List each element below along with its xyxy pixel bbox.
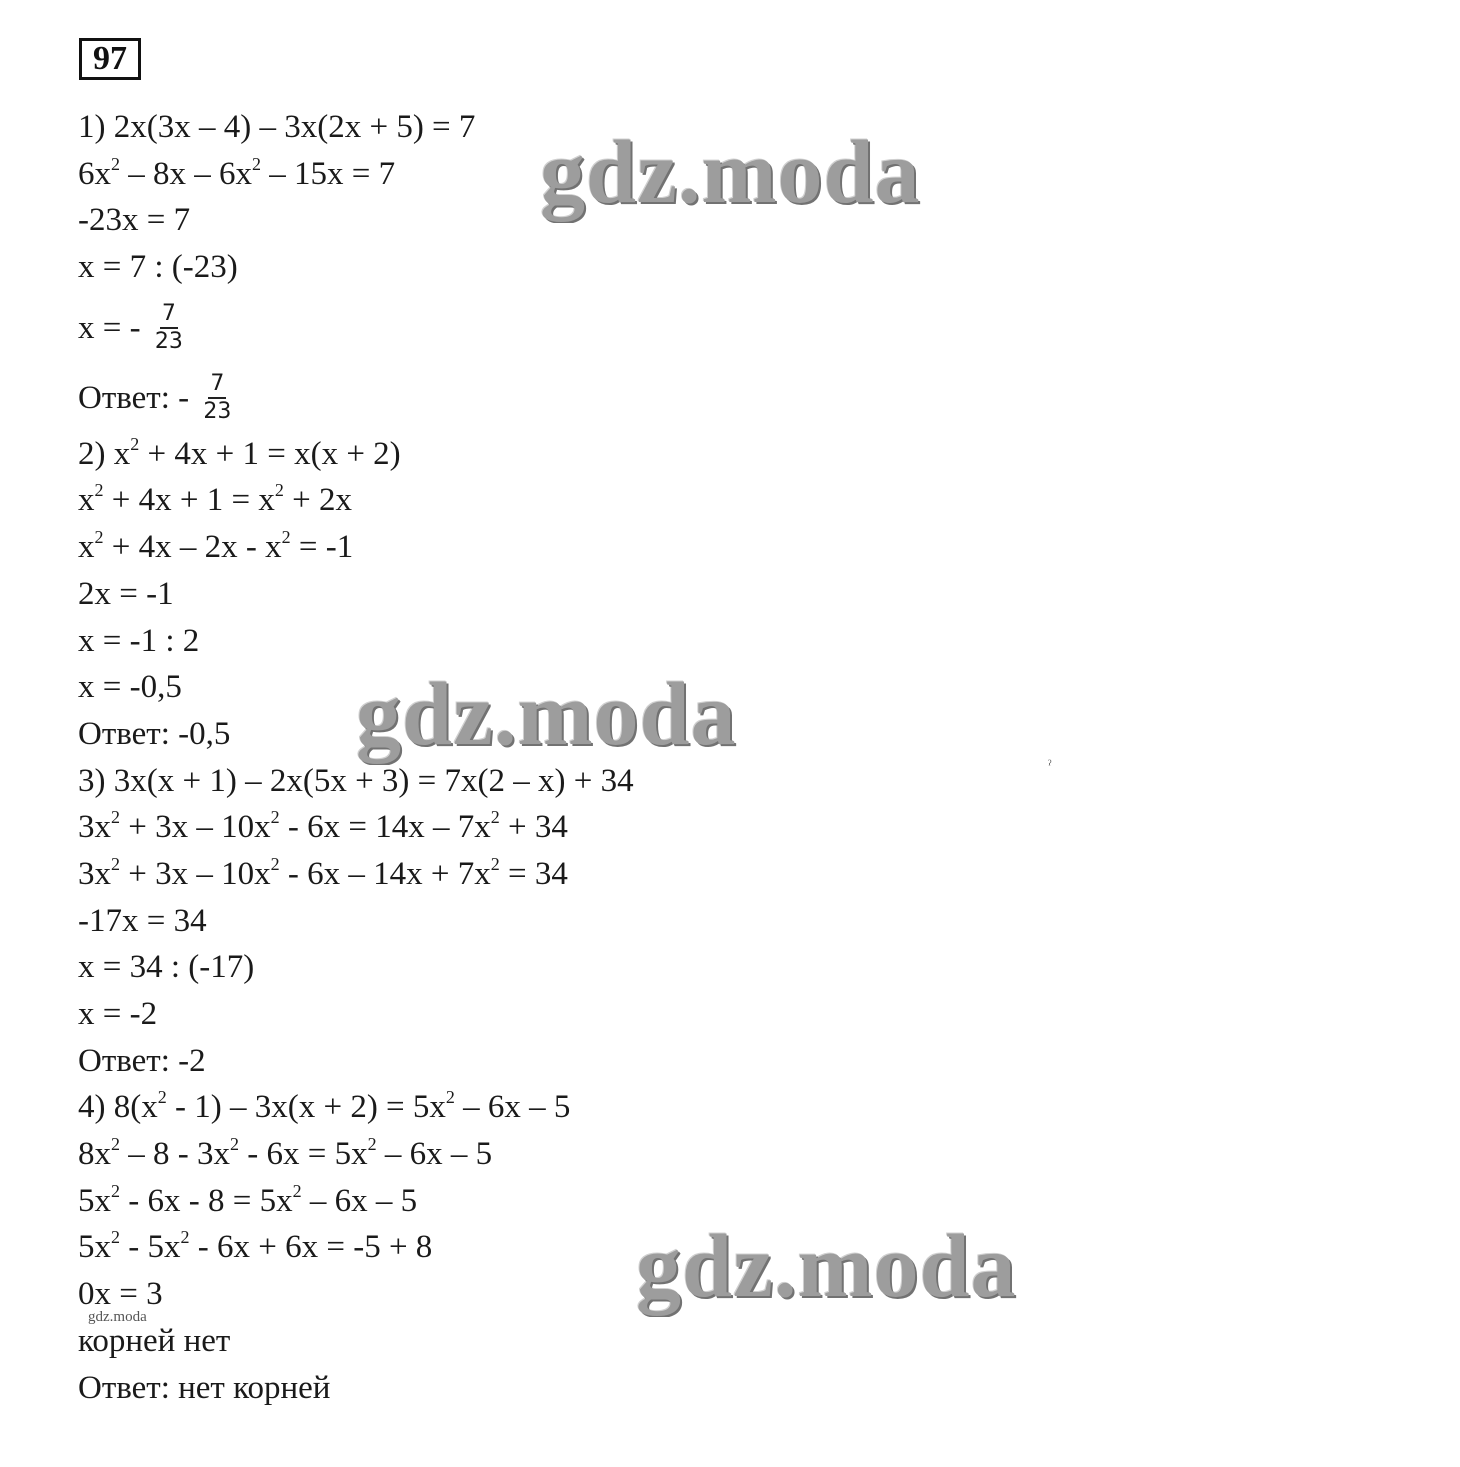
- fraction-denominator: 23: [203, 399, 232, 425]
- equation-text: = -1: [290, 529, 354, 566]
- equation-line: корней нет: [78, 1322, 231, 1359]
- scan-speck: ˀ: [1048, 758, 1052, 773]
- watermark-logo: gdz.moda: [356, 665, 737, 764]
- watermark-logo: gdz.moda: [540, 123, 921, 222]
- exponent: 2: [111, 1134, 120, 1155]
- equation-line: -23x = 7: [78, 202, 191, 239]
- equation-text: - 6x = 5x: [239, 1136, 368, 1173]
- exponent: 2: [111, 153, 120, 174]
- equation-line: [78, 291, 1178, 361]
- equation-text: 8x: [78, 1136, 111, 1173]
- equation-text: + 34: [499, 809, 568, 846]
- exponent: 2: [292, 1180, 302, 1201]
- equation-text: 6x: [78, 155, 111, 192]
- equation-text: 5x: [78, 1229, 111, 1266]
- equation-line: x = -1 : 2: [78, 622, 200, 659]
- watermark-small-logo: gdz.moda: [88, 1309, 147, 1325]
- equation-line: [78, 1084, 1178, 1131]
- equation-text: – 8x – 6x: [120, 155, 252, 192]
- equation-text: 2) x: [78, 435, 131, 472]
- equation-text: + 2x: [283, 482, 352, 519]
- equation-text: x = -: [78, 310, 149, 347]
- equation-text: - 6x + 6x = -5 + 8: [189, 1229, 433, 1266]
- equation-line: x = 34 : (-17): [78, 949, 255, 986]
- equation-text: 3x: [78, 855, 111, 892]
- exponent: 2: [270, 807, 280, 828]
- equation-line: 1) 2x(3x – 4) – 3x(2x + 5) = 7: [78, 109, 476, 145]
- exponent: 2: [490, 807, 500, 828]
- exponent: 2: [274, 480, 284, 501]
- exponent: 2: [94, 527, 104, 548]
- problem-number-box: 97: [79, 38, 141, 80]
- exponent: 2: [111, 1227, 120, 1248]
- equation-text: Ответ: -: [78, 380, 198, 417]
- equation-text: - 6x – 14x + 7x: [279, 855, 491, 892]
- equation-line: 3) 3x(x + 1) – 2x(5x + 3) = 7x(2 – x) + 34: [78, 762, 634, 799]
- equation-text: + 4x + 1 = x(x + 2): [139, 435, 401, 472]
- exponent: 2: [252, 153, 261, 174]
- watermark-logo: gdz.moda: [636, 1217, 1017, 1316]
- equation-line: Ответ: нет корней: [78, 1369, 331, 1406]
- equation-line: x = -0,5: [78, 669, 182, 706]
- exponent: 2: [130, 433, 140, 454]
- fraction-numerator: 7: [208, 371, 226, 399]
- exponent: 2: [230, 1134, 239, 1155]
- equation-text: 3x: [78, 809, 111, 846]
- fraction: [201, 371, 233, 425]
- equation-text: - 5x: [120, 1229, 181, 1266]
- equation-text: + 4x + 1 = x: [103, 482, 275, 519]
- equation-text: x: [78, 529, 95, 566]
- exponent: 2: [111, 807, 120, 828]
- exponent: 2: [490, 853, 500, 874]
- equation-line: 0x = 3: [78, 1276, 163, 1313]
- equation-text: + 4x – 2x - x: [103, 529, 282, 566]
- equation-text: - 1) – 3x(x + 2) = 5x: [166, 1089, 446, 1126]
- exponent: 2: [367, 1134, 377, 1155]
- equation-line: [78, 524, 1178, 571]
- fraction-numerator: 7: [160, 301, 178, 329]
- exponent: 2: [270, 853, 280, 874]
- exponent: 2: [111, 1180, 120, 1201]
- equation-line: [78, 431, 1178, 478]
- exponent: 2: [157, 1087, 167, 1108]
- equation-line: [78, 851, 1178, 898]
- equation-text: – 8 - 3x: [120, 1136, 230, 1173]
- equation-line: Ответ: -2: [78, 1042, 206, 1079]
- equation-line: [78, 1131, 1178, 1178]
- exponent: 2: [445, 1087, 455, 1108]
- equation-line: 2x = -1: [78, 575, 174, 612]
- equation-text: – 6x – 5: [454, 1089, 571, 1126]
- fraction-denominator: 23: [154, 329, 183, 355]
- equation-text: + 3x – 10x: [120, 809, 271, 846]
- equation-text: – 6x – 5: [301, 1182, 418, 1219]
- exponent: 2: [111, 853, 120, 874]
- equation-line: x = -2: [78, 996, 158, 1032]
- exponent: 2: [281, 527, 291, 548]
- exponent: 2: [180, 1227, 190, 1248]
- equation-text: 5x: [78, 1182, 111, 1219]
- equation-line: [78, 477, 1178, 524]
- equation-text: - 6x - 8 = 5x: [120, 1182, 293, 1219]
- equation-line: Ответ: -0,5: [78, 715, 231, 752]
- equation-line: x = 7 : (-23): [78, 249, 238, 286]
- fraction: [153, 301, 185, 355]
- equation-line: -17x = 34: [78, 902, 207, 939]
- equation-text: – 15x = 7: [261, 155, 396, 192]
- equation-text: 4) 8(x: [78, 1089, 158, 1126]
- equation-text: - 6x = 14x – 7x: [279, 809, 491, 846]
- equation-line: [78, 361, 1178, 431]
- exponent: 2: [94, 480, 104, 501]
- equation-text: = 34: [499, 855, 568, 892]
- equation-line: [78, 804, 1178, 851]
- equation-text: – 6x – 5: [376, 1136, 493, 1173]
- equation-text: x: [78, 482, 95, 519]
- equation-text: + 3x – 10x: [120, 855, 271, 892]
